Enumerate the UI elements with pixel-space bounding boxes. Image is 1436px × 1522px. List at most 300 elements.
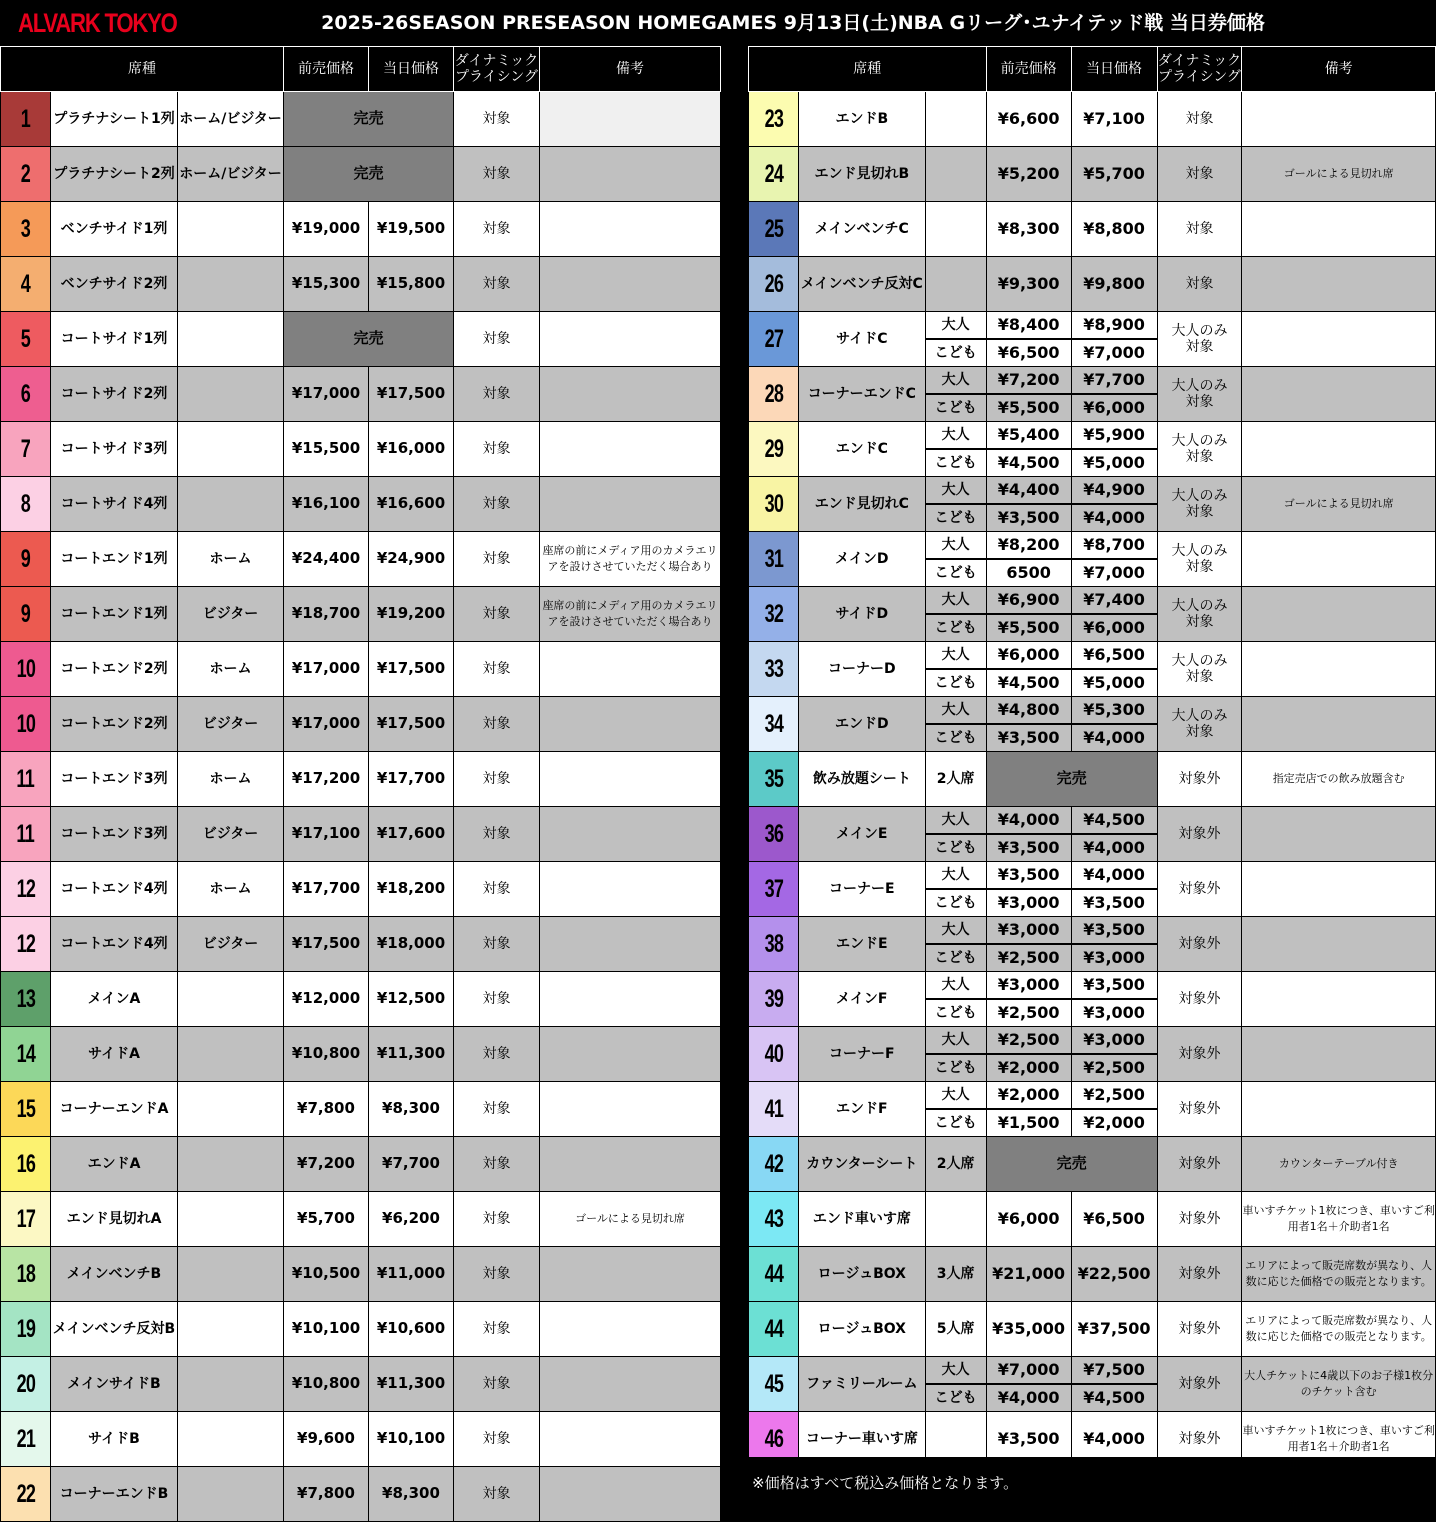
dynamic-pricing-line1: 対象外 (1178, 1375, 1221, 1392)
seat-number-badge (749, 1302, 799, 1357)
sameday-price: ¥19,200 (369, 587, 454, 642)
sameday-price: ¥19,500 (369, 202, 454, 257)
ticket-type-adult: 大人 (925, 1082, 986, 1110)
sameday-price: ¥6,200 (369, 1192, 454, 1247)
seat-number: 43 (764, 1204, 783, 1233)
seat-name: コーナーF (798, 1027, 925, 1082)
seat-number-badge (749, 587, 799, 642)
table-row (749, 257, 1436, 312)
table-row (749, 697, 1436, 725)
table-row (1, 1247, 721, 1302)
table-row (749, 642, 1436, 670)
dynamic-pricing-line1: 対象外 (1178, 825, 1221, 842)
ticket-type-adult: 大人 (925, 532, 986, 560)
seat-name: 飲み放題シート (798, 752, 925, 807)
dynamic-pricing: 対象 (454, 477, 540, 532)
seat-number: 21 (16, 1424, 35, 1453)
seat-number-badge (1, 862, 51, 917)
notes (540, 202, 721, 257)
seat-name: エンド車いす席 (798, 1192, 925, 1247)
seat-number-badge (1, 312, 51, 367)
notes (540, 422, 721, 477)
seat-number-badge (749, 312, 799, 367)
seat-number: 14 (16, 1039, 35, 1068)
seat-number-badge (749, 1027, 799, 1082)
seat-number: 31 (764, 544, 783, 573)
sameday-price-child: ¥4,000 (1071, 504, 1157, 532)
dynamic-pricing: 対象 (454, 1192, 540, 1247)
seat-sub (925, 202, 986, 257)
seat-sub (178, 312, 284, 367)
seat-sub: ビジター (178, 917, 284, 972)
sameday-price: ¥17,500 (369, 642, 454, 697)
sameday-price-adult: ¥4,000 (1071, 862, 1157, 890)
notes (1242, 257, 1436, 312)
dynamic-pricing-line1: 対象外 (1178, 990, 1221, 1007)
seat-number-badge (1, 807, 51, 862)
dynamic-pricing: 対象 (454, 587, 540, 642)
advance-price-adult: ¥6,000 (986, 642, 1071, 670)
seat-number: 33 (764, 654, 783, 683)
ticket-type-child: こども (925, 504, 986, 532)
sold-out-cell: 完売 (284, 147, 454, 202)
notes (540, 477, 721, 532)
advance-price: ¥8,300 (986, 202, 1071, 257)
sameday-price-adult: ¥6,500 (1071, 642, 1157, 670)
table-row (1, 367, 721, 422)
table-row (1, 917, 721, 972)
advance-price: ¥19,000 (284, 202, 369, 257)
seat-sub (178, 1357, 284, 1412)
advance-price-child: ¥3,500 (986, 504, 1071, 532)
sameday-price-child: ¥5,000 (1071, 449, 1157, 477)
seat-number: 22 (16, 1479, 35, 1508)
seat-sub (178, 422, 284, 477)
table-row (749, 477, 1436, 505)
notes (540, 752, 721, 807)
notes (1242, 1027, 1436, 1082)
sameday-price: ¥7,700 (369, 1137, 454, 1192)
advance-price-child: ¥1,500 (986, 1109, 1071, 1137)
dynamic-pricing (1157, 1027, 1242, 1082)
seat-number-badge (749, 862, 799, 917)
dynamic-pricing: 対象外 (1157, 752, 1242, 807)
seat-number-badge (749, 972, 799, 1027)
sameday-price-child: ¥6,000 (1071, 614, 1157, 642)
seat-name: サイドC (798, 312, 925, 367)
dynamic-pricing-line2: 対象 (1185, 559, 1214, 575)
ticket-type-adult: 大人 (925, 917, 986, 945)
seat-name: エンドB (798, 92, 925, 147)
seat-name: コーナーE (798, 862, 925, 917)
seat-number: 36 (764, 819, 783, 848)
seat-name: コーナーD (798, 642, 925, 697)
col-dynamic (1157, 47, 1242, 92)
seat-number: 45 (764, 1369, 783, 1398)
seat-name: カウンターシート (798, 1137, 925, 1192)
dynamic-pricing: 対象 (454, 92, 540, 147)
seat-name: コートエンド2列 (51, 697, 178, 752)
seat-number: 1 (20, 104, 31, 133)
table-row (749, 1302, 1436, 1357)
advance-price-child: ¥2,000 (986, 1054, 1071, 1082)
seat-name: エンドD (798, 697, 925, 752)
advance-price: ¥17,100 (284, 807, 369, 862)
dynamic-pricing: 対象外 (1157, 1137, 1242, 1192)
dynamic-pricing: 対象 (1157, 257, 1242, 312)
advance-price: ¥15,500 (284, 422, 369, 477)
seat-number: 16 (16, 1149, 35, 1178)
table-row (1, 807, 721, 862)
seat-name: ロージュBOX (798, 1247, 925, 1302)
sameday-price-child: ¥6,000 (1071, 394, 1157, 422)
seat-sub (178, 1412, 284, 1467)
table-row (1, 92, 721, 147)
notes (1242, 697, 1436, 752)
dynamic-pricing-line1: 大人のみ (1171, 597, 1228, 614)
dynamic-pricing: 対象 (454, 1302, 540, 1357)
seat-name: コートエンド4列 (51, 917, 178, 972)
col-seat: 席種 (1, 47, 284, 92)
table-row (1, 862, 721, 917)
sameday-price: ¥12,500 (369, 972, 454, 1027)
seat-name: メインD (798, 532, 925, 587)
advance-price-adult: ¥4,000 (986, 807, 1071, 835)
ticket-type-adult: 大人 (925, 642, 986, 670)
sameday-price-child: ¥4,000 (1071, 834, 1157, 862)
seat-sub (178, 1247, 284, 1302)
table-row (749, 1137, 1436, 1192)
table-row (749, 422, 1436, 450)
notes: ゴールによる見切れ席 (540, 1192, 721, 1247)
advance-price-adult: ¥4,800 (986, 697, 1071, 725)
dynamic-pricing: 対象 (454, 642, 540, 697)
dynamic-pricing (1157, 697, 1242, 752)
seat-number-badge (1, 972, 51, 1027)
seat-name: エンドA (51, 1137, 178, 1192)
table-row (749, 1082, 1436, 1110)
table-row (749, 92, 1436, 147)
ticket-type-child: こども (925, 834, 986, 862)
seat-number-badge (749, 642, 799, 697)
team-logo: ALVARK TOKYO (18, 8, 177, 38)
sameday-price-child: ¥3,000 (1071, 999, 1157, 1027)
dynamic-pricing: 対象 (454, 1412, 540, 1467)
dynamic-pricing (1157, 917, 1242, 972)
sameday-price: ¥7,100 (1071, 92, 1157, 147)
advance-price-child: ¥5,500 (986, 394, 1071, 422)
dynamic-pricing (1157, 367, 1242, 422)
table-row (749, 202, 1436, 257)
seat-name: メインベンチ反対C (798, 257, 925, 312)
dynamic-pricing: 対象 (454, 697, 540, 752)
seat-sub (178, 1082, 284, 1137)
dynamic-pricing-line1: 対象外 (1178, 935, 1221, 952)
seat-number-badge (749, 807, 799, 862)
advance-price: ¥17,500 (284, 917, 369, 972)
seat-number: 46 (764, 1424, 783, 1453)
seat-number: 41 (764, 1094, 783, 1123)
ticket-type-adult: 大人 (925, 807, 986, 835)
dynamic-pricing (1157, 1082, 1242, 1137)
notes (540, 697, 721, 752)
advance-price: ¥10,100 (284, 1302, 369, 1357)
ticket-type-child: こども (925, 559, 986, 587)
sameday-price-adult: ¥8,900 (1071, 312, 1157, 340)
ticket-type-child: こども (925, 669, 986, 697)
seat-number-badge (1, 642, 51, 697)
seat-number-badge (1, 1082, 51, 1137)
advance-price-adult: ¥7,200 (986, 367, 1071, 395)
seat-number-badge (1, 587, 51, 642)
advance-price-adult: ¥2,500 (986, 1027, 1071, 1055)
sameday-price-adult: ¥7,500 (1071, 1357, 1157, 1385)
seat-sub (178, 202, 284, 257)
seat-name: メインサイドB (51, 1357, 178, 1412)
table-row (749, 752, 1436, 807)
notes (1242, 972, 1436, 1027)
seat-sub (178, 1137, 284, 1192)
seat-name: プラチナシート2列 (51, 147, 178, 202)
notes (540, 312, 721, 367)
table-row (749, 147, 1436, 202)
advance-price-adult: ¥8,200 (986, 532, 1071, 560)
advance-price: ¥17,000 (284, 367, 369, 422)
seat-name: コートエンド1列 (51, 532, 178, 587)
seat-number: 9 (20, 544, 31, 573)
notes: 車いすチケット1枚につき、車いすご利用者1名＋介助者1名 (1242, 1192, 1436, 1247)
seat-sub (178, 1302, 284, 1357)
advance-price-child: ¥4,000 (986, 1384, 1071, 1412)
seat-number-badge (749, 147, 799, 202)
advance-price: ¥6,000 (986, 1192, 1071, 1247)
seat-number: 15 (16, 1094, 35, 1123)
price-table-left (0, 46, 721, 1522)
dynamic-pricing: 対象外 (1157, 1412, 1242, 1467)
seat-number: 6 (20, 379, 31, 408)
col-notes: 備考 (1242, 47, 1436, 92)
seat-number: 8 (20, 489, 31, 518)
ticket-type-adult: 大人 (925, 697, 986, 725)
seat-sub: ホーム/ビジター (178, 92, 284, 147)
seat-number-badge (1, 1247, 51, 1302)
notes (1242, 367, 1436, 422)
seat-sub: 2人席 (925, 752, 986, 807)
table-row (1, 752, 721, 807)
advance-price-child: ¥3,000 (986, 889, 1071, 917)
ticket-type-adult: 大人 (925, 862, 986, 890)
advance-price-adult: ¥4,400 (986, 477, 1071, 505)
notes (540, 1082, 721, 1137)
sameday-price-adult: ¥4,500 (1071, 807, 1157, 835)
dynamic-pricing: 対象 (454, 862, 540, 917)
sameday-price-child: ¥5,000 (1071, 669, 1157, 697)
dynamic-pricing (1157, 422, 1242, 477)
seat-number: 5 (20, 324, 31, 353)
ticket-type-adult: 大人 (925, 972, 986, 1000)
seat-sub (178, 257, 284, 312)
advance-price: ¥10,800 (284, 1027, 369, 1082)
notes (540, 92, 721, 147)
advance-price-adult: ¥6,900 (986, 587, 1071, 615)
seat-number: 37 (764, 874, 783, 903)
ticket-type-adult: 大人 (925, 587, 986, 615)
ticket-type-child: こども (925, 1384, 986, 1412)
sameday-price: ¥11,300 (369, 1027, 454, 1082)
seat-number-badge (749, 422, 799, 477)
sameday-price: ¥17,600 (369, 807, 454, 862)
advance-price-child: ¥5,500 (986, 614, 1071, 642)
seat-number: 29 (764, 434, 783, 463)
ticket-type-child: こども (925, 944, 986, 972)
sameday-price-child: ¥7,000 (1071, 339, 1157, 367)
notes (540, 147, 721, 202)
dynamic-pricing-line2: 対象 (1185, 669, 1214, 685)
table-row (749, 1357, 1436, 1385)
table-row (1, 147, 721, 202)
ticket-type-adult: 大人 (925, 422, 986, 450)
advance-price: ¥5,200 (986, 147, 1071, 202)
notes: 座席の前にメディア用のカメラエリアを設けさせていただく場合あり (540, 532, 721, 587)
notes (1242, 807, 1436, 862)
dynamic-pricing: 対象 (454, 1467, 540, 1522)
table-row (1, 1137, 721, 1192)
dynamic-pricing: 対象 (454, 1247, 540, 1302)
table-row (1, 972, 721, 1027)
col-dynamic-line2: プライシング (455, 69, 538, 85)
advance-price: ¥3,500 (986, 1412, 1071, 1467)
seat-sub (925, 257, 986, 312)
seat-number: 11 (16, 819, 35, 848)
dynamic-pricing: 対象 (454, 422, 540, 477)
seat-number-badge (749, 697, 799, 752)
notes (540, 1247, 721, 1302)
seat-name: エンドE (798, 917, 925, 972)
ticket-type-adult: 大人 (925, 1027, 986, 1055)
sameday-price-adult: ¥5,900 (1071, 422, 1157, 450)
notes (540, 1412, 721, 1467)
seat-number-badge (1, 752, 51, 807)
seat-number: 26 (764, 269, 783, 298)
dynamic-pricing (1157, 642, 1242, 697)
seat-name: ロージュBOX (798, 1302, 925, 1357)
ticket-type-child: こども (925, 889, 986, 917)
seat-number-badge (749, 202, 799, 257)
sold-out-cell: 完売 (284, 312, 454, 367)
seat-sub (178, 1467, 284, 1522)
table-row (1, 642, 721, 697)
seat-number: 3 (20, 214, 31, 243)
dynamic-pricing-line2: 対象 (1185, 394, 1214, 410)
sameday-price-adult: ¥4,900 (1071, 477, 1157, 505)
seat-number: 2 (20, 159, 31, 188)
seat-number-badge (749, 1082, 799, 1137)
advance-price: ¥15,300 (284, 257, 369, 312)
seat-number-badge (1, 917, 51, 972)
table-row (1, 1467, 721, 1522)
seat-number: 30 (764, 489, 783, 518)
seat-name: コートエンド3列 (51, 752, 178, 807)
seat-sub: 3人席 (925, 1247, 986, 1302)
advance-price: ¥12,000 (284, 972, 369, 1027)
dynamic-pricing: 対象 (454, 1357, 540, 1412)
seat-sub: 5人席 (925, 1302, 986, 1357)
notes (1242, 587, 1436, 642)
col-dynamic-line1: ダイナミック (1157, 52, 1242, 69)
seat-name: コーナーエンドB (51, 1467, 178, 1522)
page-header (0, 0, 1436, 46)
advance-price-adult: ¥7,000 (986, 1357, 1071, 1385)
ticket-type-adult: 大人 (925, 477, 986, 505)
ticket-type-adult: 大人 (925, 1357, 986, 1385)
dynamic-pricing-line2: 対象 (1185, 614, 1214, 630)
seat-number: 12 (16, 874, 35, 903)
sameday-price: ¥8,800 (1071, 202, 1157, 257)
dynamic-pricing (1157, 587, 1242, 642)
advance-price: ¥9,300 (986, 257, 1071, 312)
advance-price: ¥16,100 (284, 477, 369, 532)
dynamic-pricing: 対象 (1157, 147, 1242, 202)
seat-number-badge (749, 532, 799, 587)
col-dynamic-line1: ダイナミック (454, 52, 539, 69)
advance-price: ¥17,200 (284, 752, 369, 807)
advance-price-child: ¥6,500 (986, 339, 1071, 367)
table-row (749, 1027, 1436, 1055)
seat-sub: ビジター (178, 697, 284, 752)
seat-number-badge (1, 532, 51, 587)
dynamic-pricing: 対象 (454, 367, 540, 422)
dynamic-pricing: 対象外 (1157, 1247, 1242, 1302)
seat-number-badge (749, 92, 799, 147)
ticket-type-child: こども (925, 1109, 986, 1137)
seat-sub: ホーム/ビジター (178, 147, 284, 202)
seat-number-badge (749, 1247, 799, 1302)
dynamic-pricing-line1: 対象外 (1178, 1100, 1221, 1117)
notes: カウンターテーブル付き (1242, 1137, 1436, 1192)
table-row (749, 1247, 1436, 1302)
dynamic-pricing-line1: 大人のみ (1171, 487, 1228, 504)
dynamic-pricing: 対象 (454, 972, 540, 1027)
seat-name: コーナーエンドA (51, 1082, 178, 1137)
seat-number: 20 (16, 1369, 35, 1398)
seat-number-badge (749, 1357, 799, 1412)
notes: エリアによって販売席数が異なり、人数に応じた価格での販売となります。 (1242, 1302, 1436, 1357)
seat-number-badge (1, 477, 51, 532)
table-row (1, 532, 721, 587)
notes (1242, 202, 1436, 257)
table-row (1, 697, 721, 752)
dynamic-pricing (1157, 477, 1242, 532)
dynamic-pricing-line1: 大人のみ (1171, 652, 1228, 669)
dynamic-pricing: 対象 (454, 147, 540, 202)
table-row (749, 312, 1436, 340)
page-title: 2025-26SEASON PRESEASON HOMEGAMES 9月13日(土)NBA Gリーグ･ユナイテッド戦 当日券価格 (321, 12, 1265, 34)
seat-number-badge (749, 1192, 799, 1247)
dynamic-pricing: 対象 (1157, 202, 1242, 257)
table-row (749, 862, 1436, 890)
dynamic-pricing-line1: 対象外 (1178, 1045, 1221, 1062)
sameday-price: ¥11,000 (369, 1247, 454, 1302)
sameday-price-adult: ¥3,500 (1071, 972, 1157, 1000)
seat-sub: ビジター (178, 807, 284, 862)
dynamic-pricing: 対象 (1157, 92, 1242, 147)
seat-number: 24 (764, 159, 783, 188)
sameday-price: ¥18,200 (369, 862, 454, 917)
table-row (1, 1027, 721, 1082)
seat-number: 27 (764, 324, 783, 353)
advance-price: ¥10,500 (284, 1247, 369, 1302)
seat-number: 19 (16, 1314, 35, 1343)
